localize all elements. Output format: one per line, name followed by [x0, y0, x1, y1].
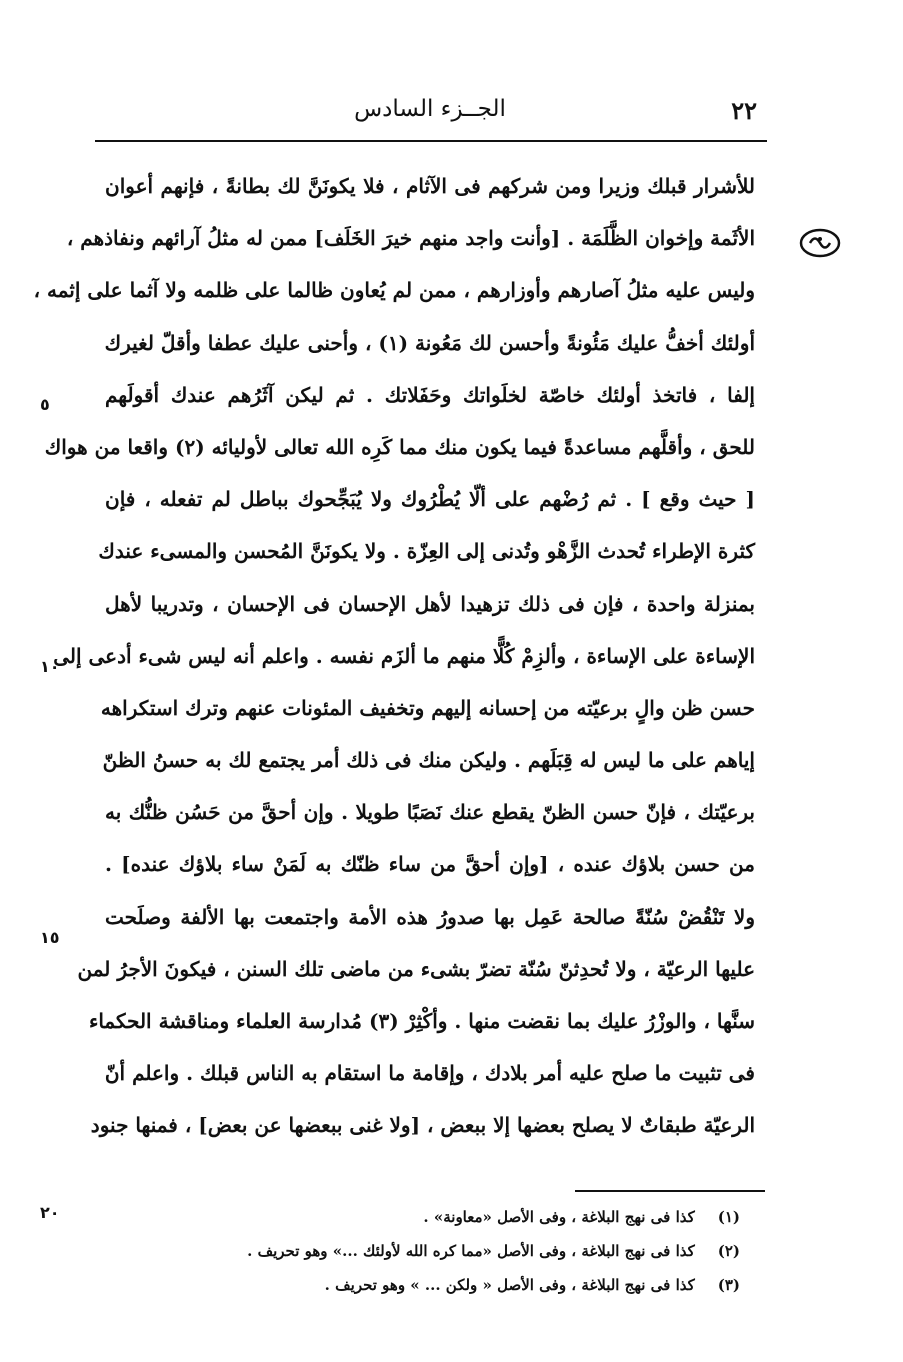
text-line: [ حيث وقع ] . ثم رُضْهم على ألّا يُطْرُوك ولا يُبَجِّحوك بباطل لم تفعله ، فإن: [105, 487, 755, 512]
text-line: الإساءة على الإساءة ، وألزِمْ كُلًّا منهم ما ألزَم نفسه . واعلم أنه ليس شىء أدعى إلى: [53, 643, 755, 668]
text-line: للأشرار قبلك وزيرا ومن شركهم فى الآثام ، فلا يكونَنَّ لك بطانةً ، فإنهم أعوان: [105, 174, 755, 198]
header-divider: [95, 140, 767, 142]
text-line: فى تثبيت ما صلح عليه أمر بلادك ، وإقامة ما استقام به الناس قبلك . واعلم أنّ: [104, 1061, 755, 1086]
text-line: بمنزلة واحدة ، فإن فى ذلك تزهيدا لأهل الإحسان فى الإحسان ، وتدريبا لأهل: [105, 591, 755, 616]
footnote-number: (٣): [717, 1276, 740, 1294]
line-number-marker: ١٠: [40, 657, 60, 676]
text-line: حسن ظن والٍ برعيّته من إحسانه إليهم وتخفيف المئونات عنهم وترك استكراهه: [100, 695, 755, 720]
line-number-marker: ٢٠: [40, 1203, 60, 1222]
footnote-divider: [575, 1190, 765, 1192]
footnote: [270, 1200, 740, 1234]
text-line: من حسن بلاؤك عنده ، [وإن أحقَّ من ساء ظنّك به لَمَنْ ساء بلاؤك عنده] .: [105, 852, 755, 877]
text-line: كثرة الإطراء تُحدث الزَّهْو وتُدنى إلى العِزّة . ولا يكونَنَّ المُحسن والمسىء عندك: [98, 539, 755, 564]
line-number-marker: ١٥: [40, 928, 60, 947]
footnote: [247, 1234, 740, 1268]
footnotes: [247, 1200, 740, 1302]
footnote-number: (٢): [717, 1242, 740, 1260]
circled-ornament-icon: [798, 226, 842, 260]
text-line: برعيّتك ، فإنّ حسن الظنّ يقطع عنك نَصَبًا طويلا . وإن أحقَّ من حَسُن ظنُّك به: [105, 800, 755, 825]
text-line: ولا تَنْقُضْ سُنّةً صالحة عَمِل بها صدورُ هذه الأمة واجتمعت بها الألفة وصلَحت: [105, 904, 755, 929]
text-line: إلفا ، فاتخذ أولئك خاصّة لخلَواتك وحَفَلاتك . ثم ليكن آثَرُهم عندك أقولَهم: [105, 382, 755, 407]
page-header: [95, 92, 765, 132]
text-line: وليس عليه مثلُ آصارهم وأوزارهم ، ممن لم يُعاون ظالما على ظلمه ولا آثما على إثمه ،: [33, 278, 755, 303]
text-line: إياهم على ما ليس له قِبَلَهم . وليكن منك فى ذلك أمر يجتمع لك به حسنُ الظنّ: [102, 748, 755, 773]
text-line: للحق ، وأقلَّهم مساعدةً فيما يكون منك مما كَرِه الله تعالى لأوليائه (٢) واقعا من هواك: [44, 434, 755, 459]
text-line: عليها الرعيّة ، ولا تُحدِثنّ سُنّة تضرّ بشىء من ماضى تلك السنن ، فيكونَ الأجرُ لمن: [77, 956, 755, 981]
text-line: أولئك أخفُّ عليك مَئُونةً وأحسن لك مَعُونة (١) ، وأحنى عليك عطفا وأقلّ لغيرك: [104, 330, 755, 355]
footnote-text: كذا فى نهج البلاغة ، وفى الأصل «مما كره الله لأولئك ...» وهو تحريف .: [247, 1242, 695, 1260]
footnote-number: (١): [717, 1208, 740, 1226]
footnote: [270, 1268, 740, 1302]
text-line: الأثَمة وإخوان الظَّلَمَة . [وأنت واجد منهم خيرَ الخَلَف] ممن له مثلُ آرائهم ونفاذهم ،: [66, 226, 755, 251]
running-title: الجــزء السادس: [354, 96, 506, 122]
page-number: ٢٢: [731, 96, 757, 125]
footnote-text: كذا فى نهج البلاغة ، وفى الأصل « ولكن ... » وهو تحريف .: [324, 1276, 695, 1294]
line-number-marker: ٥: [40, 395, 50, 414]
footnote-text: كذا فى نهج البلاغة ، وفى الأصل «معاونة» .: [423, 1208, 695, 1226]
text-line: الرعيّة طبقاتٌ لا يصلح بعضها إلا ببعض ، [ولا غنى ببعضها عن بعض] ، فمنها جنود: [90, 1113, 755, 1138]
text-line: سنَّها ، والوزْرُ عليك بما نقضت منها . وأكْثِرْ (٣) مُدارسة العلماء ومناقشة الحكماء: [88, 1009, 755, 1033]
